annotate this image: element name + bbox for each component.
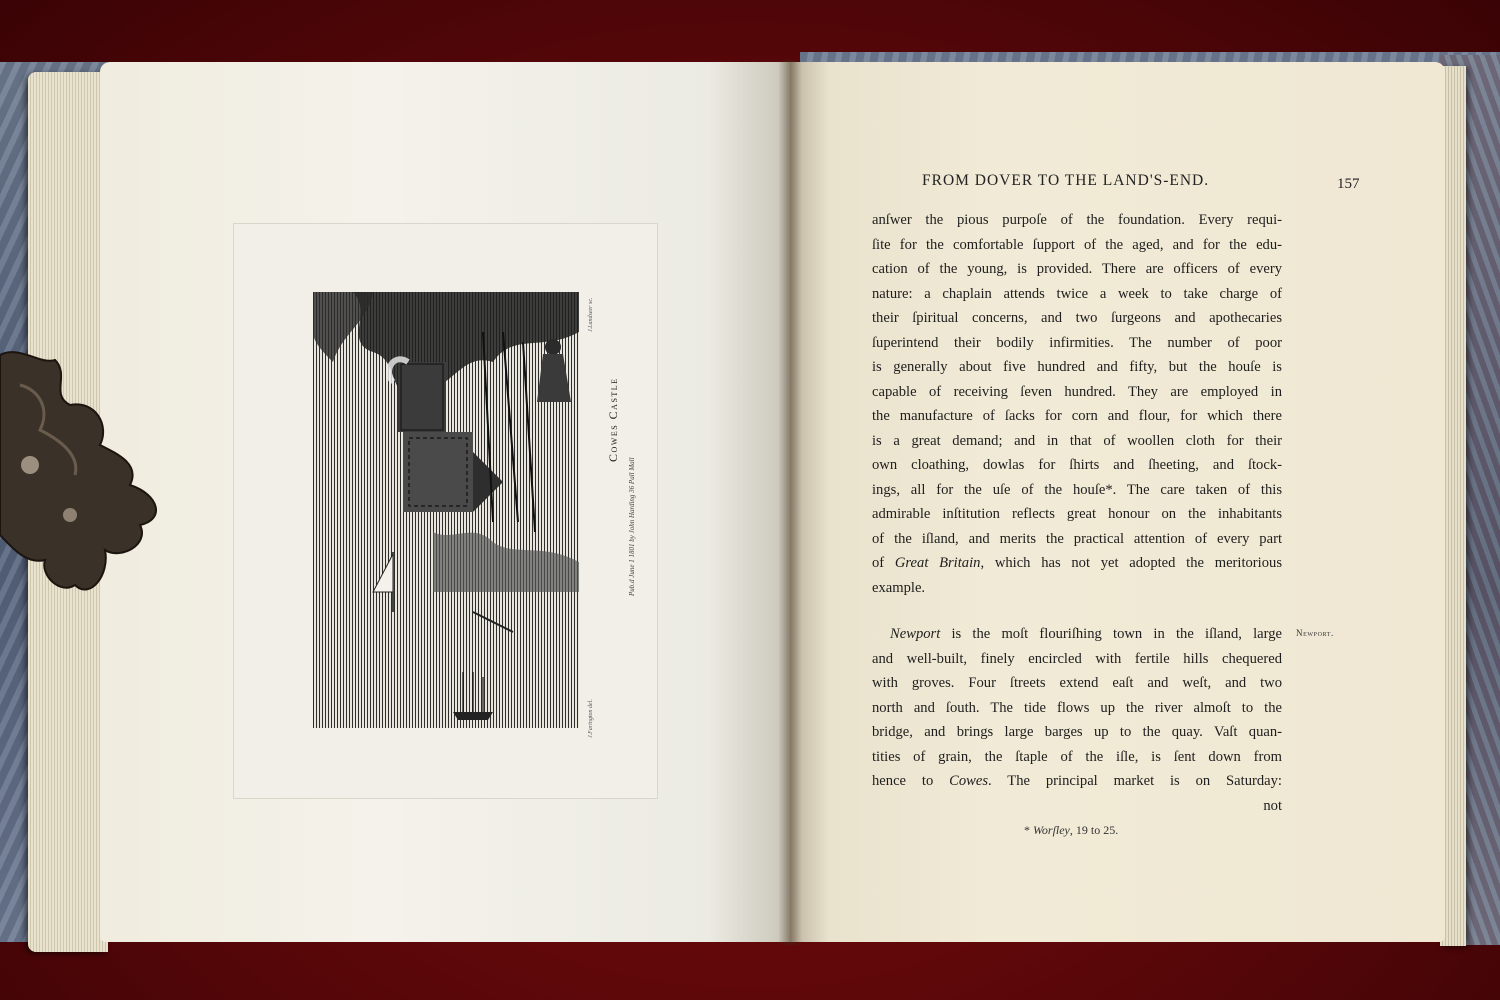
- text-fragment: hence to: [872, 773, 950, 789]
- text-line: own cloathing, dowlas for ſhirts and ſheeting, and ſtock-: [872, 457, 1282, 473]
- plate-caption: Cowes Castle: [606, 377, 620, 462]
- plate-publication-line: Pub.d June 1 1801 by John Harding 36 Pall Mall: [628, 457, 636, 596]
- text-line: [872, 622, 1282, 647]
- text-line: example.: [872, 579, 926, 596]
- text-fragment: of: [872, 555, 895, 571]
- footnote-mark: *: [1024, 823, 1033, 837]
- text-line: is generally about five hundred and fifty, but the houſe is: [872, 359, 1282, 375]
- text-line: anſwer the pious purpoſe of the foundation. Every requi-: [872, 212, 1282, 228]
- footnote-author: Worſley: [1033, 823, 1070, 837]
- text-line: ſuperintend their bodily infirmities. The number of poor: [872, 334, 1282, 351]
- plate-credit-artist: J.Farington del.: [588, 699, 594, 738]
- text-line: bridge, and brings large barges up to the quay. Vaſt quan-: [872, 724, 1282, 740]
- text-fragment: , which has not yet adopted the meritorious: [980, 555, 1282, 571]
- text-line: the manufacture of ſacks for corn and flour, for which there: [872, 408, 1282, 424]
- margin-note: Newport.: [1296, 628, 1334, 638]
- text-line: north and ſouth. The tide flows up the river almoſt to the: [872, 699, 1282, 716]
- body-text: [872, 208, 1282, 818]
- footnote-pages: , 19 to 25.: [1069, 823, 1119, 837]
- catchword: not: [1263, 797, 1282, 814]
- text-line: capable of receiving ſeven hundred. They are employed in: [872, 383, 1282, 400]
- text-line: their ſpiritual concerns, and two ſurgeons and apothecaries: [872, 310, 1282, 326]
- text-line: and well-built, finely encircled with fertile hills chequered: [872, 650, 1282, 667]
- text-line: of the iſland, and merits the practical attention of every part: [872, 530, 1282, 547]
- italic-great-britain: Great Britain: [894, 555, 981, 571]
- text-line: admirable inſtitution reflects great honour on the inhabitants: [872, 506, 1282, 522]
- text-line: cation of the young, is provided. There are officers of every: [872, 261, 1282, 277]
- italic-newport: Newport: [890, 626, 941, 642]
- text-line: tities of grain, the ſtaple of the iſle, is ſent down from: [872, 748, 1282, 765]
- running-head: FROM DOVER TO THE LAND'S-END.: [922, 172, 1210, 189]
- book-gutter: [778, 60, 802, 945]
- page-number: 157: [1337, 176, 1360, 192]
- plate-credit-engraver: J.Landseer sc.: [588, 297, 594, 332]
- text-fragment: . The principal market is on Saturday:: [988, 773, 1282, 789]
- italic-cowes: Cowes: [949, 773, 989, 789]
- text-line: ings, all for the uſe of the houſe*. The care taken of this: [872, 481, 1282, 498]
- text-line: [872, 551, 1282, 576]
- book-clip-icon: [0, 345, 165, 605]
- text-line: with groves. Four ſtreets extend eaſt and weſt, and two: [872, 675, 1282, 691]
- text-fragment: is the moſt flouriſhing town in the iſland, large: [940, 626, 1282, 642]
- paragraph-gap: [872, 600, 1282, 622]
- footnote: [1024, 823, 1118, 838]
- text-line: ſite for the comfortable ſupport of the aged, and for the edu-: [872, 236, 1282, 253]
- text-line: [872, 769, 1282, 794]
- text-line: nature: a chaplain attends twice a week to take charge of: [872, 285, 1282, 302]
- text-line: is a great demand; and in that of woollen cloth for their: [872, 432, 1282, 449]
- engraving-illustration: [313, 292, 579, 728]
- engraving-cowes-castle: [313, 292, 579, 728]
